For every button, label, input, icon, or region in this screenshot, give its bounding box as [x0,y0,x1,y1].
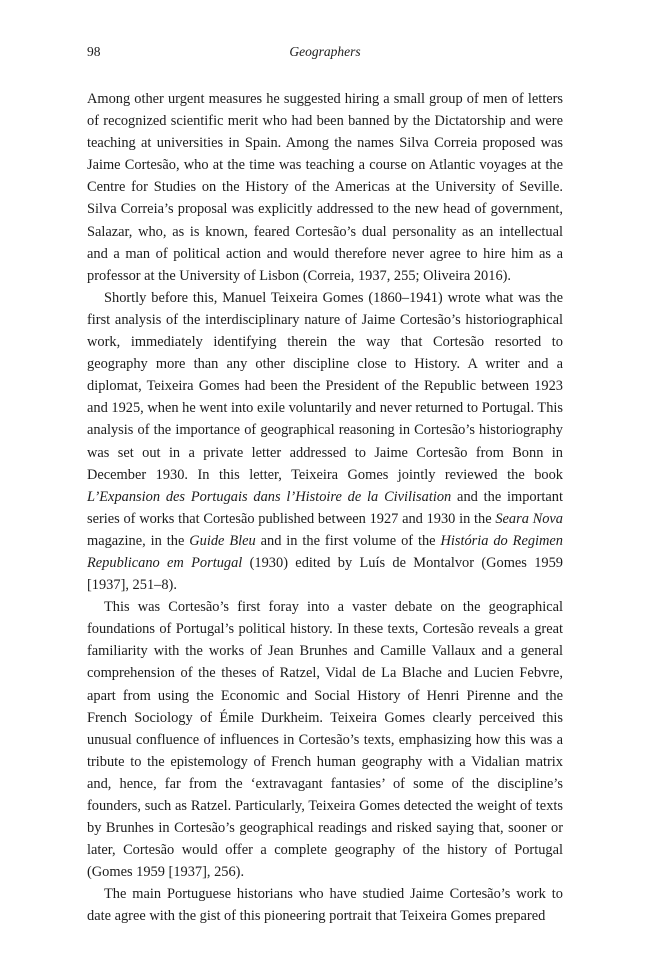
paragraph-1 [87,88,563,287]
paragraph-2 [87,287,563,596]
paragraph-text: Shortly before this, Manuel Teixeira Gomes (1860–1941) wrote what was the first analysis of the interdisciplinary nature of Jaime Cortesão’s historiographical work, immediately identifying therein the way that Cortesão resorted to geography more than any other discipline close to History. A writer and a diplomat, Teixeira Gomes had been the President of the Republic between 1923 and 1925, when he went into exile voluntarily and never returned to Portugal. This analysis of the importance of geographical reasoning in Cortesão’s historiography was set out in a private letter addressed to Jaime Cortesão from Bonn in December 1930. In this letter, Teixeira Gomes jointly reviewed the book [87,289,563,483]
page-number: 98 [87,44,101,59]
paragraph-4 [87,883,563,927]
italic-title-text: História do Regimen Republicano em Portugal [87,532,564,571]
paragraph-text: and the important series of works that Cortesão published between 1927 and 1930 in the [87,488,563,527]
paragraph-text: and in the first volume of the [255,532,441,549]
paragraph-text: Among other urgent measures he suggested hiring a small group of men of letters of recognized scientific merit who had been banned by the Dictatorship and were teaching at universities in Spain. Among the names Silva Correia proposed was Jaime Cortesão, who at the time was teaching a course on Atlantic voyages at the Centre for Studies on the History of the Americas at the University of Seville. Silva Correia’s proposal was explicitly addressed to the new head of government, Salazar, who, as is known, feared Cortesão’s dual personality as an intellectual and a man of political action and would therefore never agree to hire him as a professor at the University of Lisbon (Correia, 1937, 255; Oliveira 2016). [87,91,563,284]
italic-title-text: Seara Nova [495,510,563,527]
paragraph-text: The main Portuguese historians who have studied Jaime Cortesão’s work to date agree with the gist of this pioneering portrait that Teixeira Gomes prepared [87,886,563,925]
paragraph-text: This was Cortesão’s first foray into a vaster debate on the geographical foundations of Portugal’s political history. In these texts, Cortesão reveals a great familiarity with the works of Jean Brunhes and Camille Vallaux and a general comprehension of the theses of Ratzel, Vidal de La Blache and Lucien Febvre, apart from using the Economic and Social History of Henri Pirenne and the French Sociology of Émile Durkheim. Teixeira Gomes clearly perceived this unusual confluence of influences in Cortesão’s texts, emphasizing how this was a tribute to the epistemology of French human geography with a Vidalian matrix and, hence, far from the ‘extravagant fantasies’ of some of the discipline’s founders, such as Ratzel. Particularly, Teixeira Gomes detected the weight of texts by Brunhes in Cortesão’s geographical readings and risked saying that, sooner or later, Cortesão would offer a complete geography of the history of Portugal (Gomes 1959 [1937], 256). [87,599,563,881]
italic-title-text: L’Expansion des Portugais dans l’Histoire de la Civilisation [87,488,452,505]
page-header [87,44,563,64]
paragraph-text: magazine, in the [87,532,190,549]
running-title: Geographers [289,44,361,59]
paragraph-text: (1930) edited by Luís de Montalvor (Gomes 1959 [1937], 251–8). [87,554,563,594]
body-text [87,88,563,928]
italic-title-text: Guide Bleu [189,532,256,549]
paragraph-3 [87,596,563,883]
